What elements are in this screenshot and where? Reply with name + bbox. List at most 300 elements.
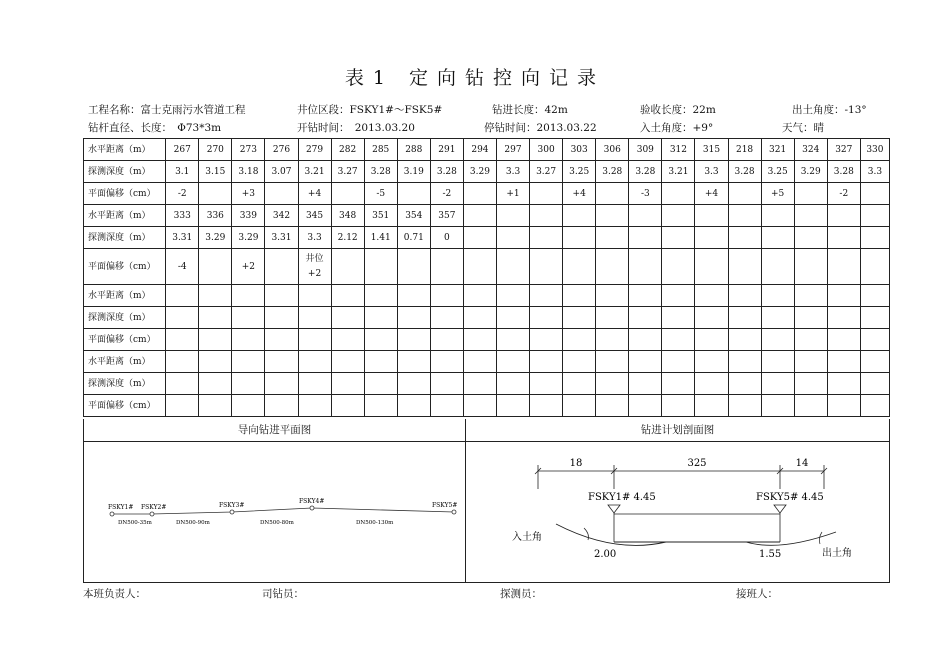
table-cell	[463, 373, 496, 395]
table-cell	[463, 395, 496, 417]
table-cell	[463, 249, 496, 285]
table-cell: 3.19	[397, 161, 430, 183]
table-cell	[662, 395, 695, 417]
table-cell	[430, 395, 463, 417]
table-cell	[298, 329, 331, 351]
profile-well-right: FSKY5# 4.45	[756, 492, 824, 503]
table-cell	[298, 351, 331, 373]
table-cell	[662, 183, 695, 205]
plan-view-diagram	[84, 442, 465, 582]
table-cell	[794, 351, 827, 373]
row-label: 水平距离（m）	[84, 285, 166, 307]
table-cell	[662, 329, 695, 351]
table-cell	[728, 205, 761, 227]
table-cell	[761, 307, 794, 329]
table-cell	[695, 249, 728, 285]
table-cell	[364, 329, 397, 351]
table-cell	[397, 395, 430, 417]
footer-driller: 司钻员：	[262, 588, 304, 600]
row-label: 平面偏移（cm）	[84, 249, 166, 285]
table-cell: +1	[496, 183, 529, 205]
table-cell	[827, 249, 860, 285]
table-cell	[728, 285, 761, 307]
table-cell	[662, 373, 695, 395]
table-cell	[860, 373, 889, 395]
table-cell: 342	[265, 205, 298, 227]
row-label: 水平距离（m）	[84, 205, 166, 227]
table-cell	[794, 395, 827, 417]
table-cell	[397, 351, 430, 373]
detect-depth-row	[84, 307, 890, 329]
table-cell: 297	[496, 139, 529, 161]
plan-well-label: FSKY1#	[108, 504, 134, 511]
depth-right-label: 1.55	[759, 549, 782, 560]
well-markers	[608, 505, 786, 542]
table-cell: 294	[463, 139, 496, 161]
table-cell	[662, 307, 695, 329]
table-cell	[860, 183, 889, 205]
dimension-label: 325	[687, 458, 707, 469]
table-cell	[265, 329, 298, 351]
table-cell: -2	[827, 183, 860, 205]
table-cell	[364, 351, 397, 373]
table-cell	[629, 205, 662, 227]
table-cell	[430, 285, 463, 307]
table-cell	[166, 329, 199, 351]
table-cell	[695, 205, 728, 227]
table-cell	[199, 307, 232, 329]
table-cell	[860, 329, 889, 351]
diagram-section	[83, 419, 890, 583]
plan-well-label: FSKY5#	[432, 502, 458, 509]
table-cell	[794, 307, 827, 329]
row-label: 平面偏移（cm）	[84, 183, 166, 205]
table-cell: 354	[397, 205, 430, 227]
table-cell	[761, 395, 794, 417]
table-cell	[629, 351, 662, 373]
plane-offset-row	[84, 249, 890, 285]
table-cell	[728, 395, 761, 417]
table-cell	[496, 227, 529, 249]
table-cell	[397, 329, 430, 351]
detect-depth-row	[84, 227, 890, 249]
table-cell: 218	[728, 139, 761, 161]
table-cell: 3.21	[662, 161, 695, 183]
table-cell: 300	[530, 139, 563, 161]
table-cell	[662, 249, 695, 285]
table-cell	[761, 351, 794, 373]
table-cell	[827, 205, 860, 227]
table-cell: +4	[298, 183, 331, 205]
table-cell: 351	[364, 205, 397, 227]
table-cell: -2	[430, 183, 463, 205]
table-cell: 3.28	[596, 161, 629, 183]
table-cell	[629, 329, 662, 351]
table-cell	[596, 351, 629, 373]
table-cell: 3.3	[298, 227, 331, 249]
table-cell	[794, 329, 827, 351]
table-cell	[794, 205, 827, 227]
table-cell: 282	[331, 139, 364, 161]
exit-angle-label: 出土角	[822, 548, 852, 559]
table-cell	[463, 183, 496, 205]
table-cell: +4	[695, 183, 728, 205]
table-cell	[430, 329, 463, 351]
table-cell: 3.31	[265, 227, 298, 249]
drill-length: 钻进长度：42m	[492, 104, 568, 116]
table-cell: 339	[232, 205, 265, 227]
table-cell: 306	[596, 139, 629, 161]
table-cell	[860, 395, 889, 417]
table-cell	[695, 307, 728, 329]
table-cell: -2	[166, 183, 199, 205]
table-cell	[563, 395, 596, 417]
table-cell	[563, 285, 596, 307]
table-cell: +3	[232, 183, 265, 205]
rod-spec: 钻杆直径、长度： Φ73*3m	[88, 122, 222, 134]
table-cell: 288	[397, 139, 430, 161]
table-cell	[662, 205, 695, 227]
table-cell	[397, 285, 430, 307]
table-cell	[265, 395, 298, 417]
table-cell	[232, 351, 265, 373]
table-cell: 3.07	[265, 161, 298, 183]
plan-segment-label: DN500-130m	[356, 520, 394, 526]
project-name: 工程名称：富士克雨污水管道工程	[88, 104, 246, 116]
table-cell	[166, 373, 199, 395]
table-cell	[596, 249, 629, 285]
table-cell: 333	[166, 205, 199, 227]
entry-angle: 入土角度：+9°	[640, 122, 714, 134]
table-cell: 3.18	[232, 161, 265, 183]
table-cell	[827, 351, 860, 373]
table-cell	[265, 351, 298, 373]
table-cell	[662, 285, 695, 307]
table-cell: -3	[629, 183, 662, 205]
table-cell: 0.71	[397, 227, 430, 249]
table-cell	[761, 227, 794, 249]
plane-offset-row	[84, 395, 890, 417]
table-cell	[166, 307, 199, 329]
table-cell	[563, 227, 596, 249]
start-time: 开钻时间： 2013.03.20	[297, 122, 415, 134]
table-cell	[496, 351, 529, 373]
footer-detector: 探测员：	[500, 588, 542, 600]
table-cell	[728, 183, 761, 205]
row-label: 平面偏移（cm）	[84, 395, 166, 417]
table-cell	[596, 285, 629, 307]
table-cell: 324	[794, 139, 827, 161]
table-cell	[199, 329, 232, 351]
drilling-record-table	[83, 138, 890, 417]
table-cell: 357	[430, 205, 463, 227]
profile-well-left: FSKY1# 4.45	[588, 492, 656, 503]
table-cell: -4	[166, 249, 199, 285]
table-cell	[199, 351, 232, 373]
table-cell	[199, 395, 232, 417]
table-cell: 303	[563, 139, 596, 161]
table-cell: 327	[827, 139, 860, 161]
table-cell: 336	[199, 205, 232, 227]
table-cell	[298, 373, 331, 395]
table-cell	[728, 249, 761, 285]
table-cell	[530, 183, 563, 205]
table-cell	[563, 249, 596, 285]
table-cell	[860, 351, 889, 373]
table-cell	[496, 373, 529, 395]
table-cell	[860, 307, 889, 329]
table-cell: 3.28	[728, 161, 761, 183]
table-cell	[563, 329, 596, 351]
table-cell	[827, 329, 860, 351]
table-cell	[463, 329, 496, 351]
table-cell: 3.29	[232, 227, 265, 249]
horizontal-distance-row	[84, 139, 890, 161]
well-section: 井位区段：FSKY1#～FSK5#	[297, 104, 443, 116]
table-cell	[563, 307, 596, 329]
table-cell	[530, 285, 563, 307]
table-cell	[629, 395, 662, 417]
table-cell: 3.15	[199, 161, 232, 183]
table-cell	[827, 373, 860, 395]
table-cell	[629, 373, 662, 395]
table-cell: 315	[695, 139, 728, 161]
table-cell	[794, 249, 827, 285]
table-cell	[463, 285, 496, 307]
depth-left-label: 2.00	[594, 549, 617, 560]
table-cell	[265, 183, 298, 205]
page-title: 表1 定向钻控向记录	[344, 67, 606, 89]
table-cell	[496, 395, 529, 417]
table-cell	[596, 395, 629, 417]
accept-length: 验收长度：22m	[640, 104, 716, 116]
table-cell	[662, 227, 695, 249]
row-label: 水平距离（m）	[84, 351, 166, 373]
dimension-label: 18	[569, 458, 583, 469]
horizontal-distance-row	[84, 285, 890, 307]
table-cell	[331, 249, 364, 285]
table-cell	[728, 307, 761, 329]
table-cell: 3.31	[166, 227, 199, 249]
plan-well-label: FSKY3#	[219, 502, 245, 509]
table-cell	[463, 227, 496, 249]
exit-angle-arc	[819, 532, 822, 544]
table-cell	[397, 307, 430, 329]
table-cell	[166, 351, 199, 373]
table-cell: 1.41	[364, 227, 397, 249]
table-cell	[265, 249, 298, 285]
table-cell	[530, 307, 563, 329]
row-label: 探测深度（m）	[84, 161, 166, 183]
plan-well-label: FSKY2#	[141, 504, 167, 511]
table-cell: 3.25	[761, 161, 794, 183]
table-cell: 321	[761, 139, 794, 161]
plan-segment-label: DN500-90m	[176, 520, 210, 526]
table-cell	[596, 227, 629, 249]
table-cell: 276	[265, 139, 298, 161]
table-cell	[728, 329, 761, 351]
table-cell	[563, 205, 596, 227]
footer-successor: 接班人：	[736, 588, 778, 600]
plane-offset-row	[84, 329, 890, 351]
table-cell	[695, 285, 728, 307]
table-cell	[463, 205, 496, 227]
table-cell	[728, 351, 761, 373]
table-cell	[596, 329, 629, 351]
table-cell: 267	[166, 139, 199, 161]
table-cell	[397, 249, 430, 285]
table-cell	[331, 285, 364, 307]
entry-angle-arc	[584, 528, 589, 540]
table-cell	[265, 285, 298, 307]
table-cell: 3.3	[695, 161, 728, 183]
table-cell	[860, 249, 889, 285]
table-cell	[430, 249, 463, 285]
table-cell: 345	[298, 205, 331, 227]
table-cell	[596, 205, 629, 227]
table-cell	[827, 285, 860, 307]
table-cell	[761, 373, 794, 395]
footer-leader: 本班负责人：	[83, 588, 146, 600]
table-cell	[298, 249, 331, 285]
exit-angle: 出土角度：-13°	[792, 104, 867, 116]
table-cell	[463, 351, 496, 373]
table-cell: 273	[232, 139, 265, 161]
table-cell: 285	[364, 139, 397, 161]
table-cell	[331, 329, 364, 351]
table-cell: 3.21	[298, 161, 331, 183]
plan-segment-label: DN500-35m	[118, 520, 152, 526]
table-cell	[695, 395, 728, 417]
table-cell: 3.27	[530, 161, 563, 183]
table-cell	[496, 249, 529, 285]
table-cell	[298, 285, 331, 307]
table-cell: 3.25	[563, 161, 596, 183]
table-cell	[530, 329, 563, 351]
table-cell	[430, 307, 463, 329]
table-cell	[199, 183, 232, 205]
table-cell	[761, 285, 794, 307]
table-cell	[496, 285, 529, 307]
table-cell	[331, 373, 364, 395]
table-cell	[695, 351, 728, 373]
table-cell	[728, 227, 761, 249]
row-label: 探测深度（m）	[84, 307, 166, 329]
table-cell: 3.27	[331, 161, 364, 183]
table-cell	[331, 183, 364, 205]
table-cell	[860, 285, 889, 307]
table-cell: 3.29	[794, 161, 827, 183]
table-cell	[530, 373, 563, 395]
table-cell	[430, 351, 463, 373]
table-cell: 309	[629, 139, 662, 161]
table-cell	[166, 395, 199, 417]
table-cell	[827, 307, 860, 329]
table-cell	[596, 183, 629, 205]
plane-offset-row	[84, 183, 890, 205]
table-cell: 348	[331, 205, 364, 227]
table-cell: +2	[232, 249, 265, 285]
table-cell	[629, 307, 662, 329]
table-cell	[199, 285, 232, 307]
table-cell: 3.29	[199, 227, 232, 249]
weather: 天气：晴	[782, 122, 824, 134]
row-label: 探测深度（m）	[84, 373, 166, 395]
table-cell	[463, 307, 496, 329]
table-cell	[397, 373, 430, 395]
table-cell	[232, 285, 265, 307]
profile-view-diagram	[466, 442, 889, 582]
table-cell: 3.1	[166, 161, 199, 183]
table-cell	[364, 307, 397, 329]
table-cell	[331, 351, 364, 373]
table-cell	[794, 227, 827, 249]
table-cell	[496, 329, 529, 351]
table-cell: 3.28	[364, 161, 397, 183]
row-label: 探测深度（m）	[84, 227, 166, 249]
table-cell	[199, 373, 232, 395]
table-cell: 291	[430, 139, 463, 161]
table-cell: 3.28	[629, 161, 662, 183]
table-cell	[232, 373, 265, 395]
table-cell: 3.3	[860, 161, 889, 183]
plan-well-label: FSKY4#	[299, 498, 325, 505]
detect-depth-row	[84, 373, 890, 395]
table-cell	[331, 395, 364, 417]
table-cell	[596, 373, 629, 395]
table-cell: 279	[298, 139, 331, 161]
cell-line: +2	[307, 268, 322, 279]
stop-time: 停钻时间：2013.03.22	[484, 122, 597, 134]
table-cell	[265, 373, 298, 395]
table-cell	[761, 205, 794, 227]
table-cell: 2.12	[331, 227, 364, 249]
table-cell	[761, 249, 794, 285]
table-cell	[530, 351, 563, 373]
table-cell: 3.28	[430, 161, 463, 183]
row-label: 水平距离（m）	[84, 139, 166, 161]
table-cell: 270	[199, 139, 232, 161]
horizontal-distance-row	[84, 351, 890, 373]
plan-segment-label: DN500-80m	[260, 520, 294, 526]
table-cell	[530, 249, 563, 285]
table-cell	[794, 373, 827, 395]
table-cell	[232, 395, 265, 417]
table-cell	[530, 227, 563, 249]
table-cell: +4	[563, 183, 596, 205]
table-cell	[695, 373, 728, 395]
row-label: 平面偏移（cm）	[84, 329, 166, 351]
detect-depth-row	[84, 161, 890, 183]
table-cell	[298, 395, 331, 417]
horizontal-distance-row	[84, 205, 890, 227]
cell-line: 井位	[305, 253, 324, 264]
table-cell	[298, 307, 331, 329]
table-cell	[596, 307, 629, 329]
table-cell: -5	[364, 183, 397, 205]
table-cell: 3.28	[827, 161, 860, 183]
table-cell: +5	[761, 183, 794, 205]
table-cell	[496, 307, 529, 329]
table-cell	[232, 307, 265, 329]
entry-angle-label: 入土角	[512, 532, 542, 543]
table-cell: 0	[430, 227, 463, 249]
table-cell	[265, 307, 298, 329]
table-cell: 330	[860, 139, 889, 161]
table-cell	[629, 249, 662, 285]
table-cell	[629, 227, 662, 249]
table-cell	[530, 205, 563, 227]
